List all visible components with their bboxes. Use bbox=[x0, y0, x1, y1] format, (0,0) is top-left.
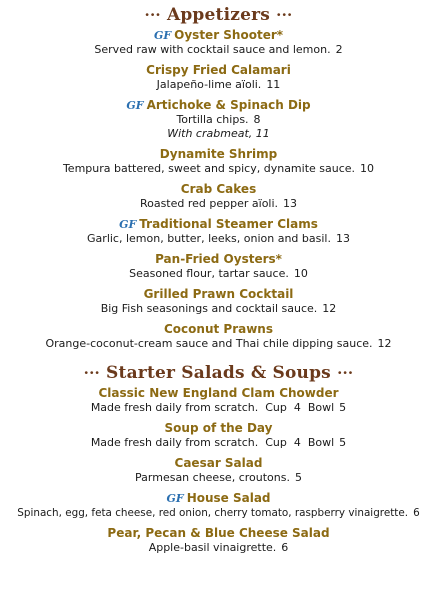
menu-item bbox=[0, 182, 437, 211]
menu-item bbox=[0, 386, 437, 415]
item-extra-option: With crabmeat, 11 bbox=[167, 127, 270, 140]
item-description: Spinach, egg, feta cheese, red onion, cherry tomato, raspberry vinaigrette. bbox=[17, 507, 409, 519]
item-price: 6 bbox=[281, 541, 289, 554]
menu-item bbox=[0, 491, 437, 520]
gluten-free-icon: GF bbox=[153, 29, 172, 42]
item-name: Pear, Pecan & Blue Cheese Salad bbox=[107, 526, 330, 540]
item-name: House Salad bbox=[186, 491, 271, 505]
item-description: Served raw with cocktail sauce and lemon. bbox=[94, 43, 331, 56]
item-name: Classic New England Clam Chowder bbox=[98, 386, 339, 400]
menu-item bbox=[0, 98, 437, 141]
menu-page bbox=[0, 4, 437, 604]
menu-item bbox=[0, 287, 437, 316]
item-price: 5 bbox=[294, 471, 302, 484]
menu-item bbox=[0, 322, 437, 351]
menu-item bbox=[0, 456, 437, 485]
menu-item bbox=[0, 421, 437, 450]
menu-item bbox=[0, 526, 437, 555]
item-name: Crab Cakes bbox=[180, 182, 257, 196]
item-price: 10 bbox=[293, 267, 308, 280]
section-appetizers bbox=[0, 4, 437, 351]
item-price: 5 bbox=[339, 436, 347, 449]
item-price: 13 bbox=[335, 232, 350, 245]
item-name: Traditional Steamer Clams bbox=[139, 217, 318, 231]
item-price: 2 bbox=[335, 43, 343, 56]
item-description: Parmesan cheese, croutons. bbox=[135, 471, 290, 484]
section-starter-salads-soups bbox=[0, 362, 437, 555]
item-description: Tempura battered, sweet and spicy, dynamite sauce. bbox=[62, 162, 356, 175]
item-description: Jalapeño-lime aïoli. bbox=[156, 78, 262, 91]
item-price: 13 bbox=[283, 197, 298, 210]
section-title: ··· Appetizers ··· bbox=[144, 5, 293, 25]
item-price: 5 bbox=[339, 401, 347, 414]
item-description: Seasoned flour, tartar sauce. bbox=[129, 267, 289, 280]
item-name: Pan-Fried Oysters* bbox=[155, 252, 282, 266]
item-name: Coconut Prawns bbox=[164, 322, 273, 336]
gluten-free-icon: GF bbox=[166, 492, 184, 505]
item-description: Garlic, lemon, butter, leeks, onion and basil. bbox=[87, 232, 331, 245]
gluten-free-icon: GF bbox=[119, 218, 137, 231]
item-price: 6 bbox=[413, 507, 420, 519]
item-name: Grilled Prawn Cocktail bbox=[143, 287, 294, 301]
menu-item bbox=[0, 252, 437, 281]
section-title: ··· Starter Salads & Soups ··· bbox=[83, 363, 354, 383]
menu-item bbox=[0, 217, 437, 246]
item-description: Big Fish seasonings and cocktail sauce. bbox=[100, 302, 318, 315]
item-price: 12 bbox=[377, 337, 392, 350]
item-price: 8 bbox=[253, 113, 261, 126]
item-name: Soup of the Day bbox=[164, 421, 273, 435]
item-description: Apple-basil vinaigrette. bbox=[148, 541, 277, 554]
item-description: Roasted red pepper aïoli. bbox=[139, 197, 279, 210]
item-name: Crispy Fried Calamari bbox=[146, 63, 291, 77]
item-description: Made fresh daily from scratch. Cup 4 Bowl bbox=[90, 401, 335, 414]
item-price: 10 bbox=[360, 162, 375, 175]
item-description: Tortilla chips. bbox=[176, 113, 249, 126]
item-name: Caesar Salad bbox=[174, 456, 263, 470]
item-name: Artichoke & Spinach Dip bbox=[146, 98, 311, 112]
item-description: Made fresh daily from scratch. Cup 4 Bowl bbox=[90, 436, 335, 449]
menu-item bbox=[0, 63, 437, 92]
item-price: 12 bbox=[322, 302, 337, 315]
item-name: Dynamite Shrimp bbox=[159, 147, 278, 161]
menu-item bbox=[0, 28, 437, 57]
item-price: 11 bbox=[266, 78, 281, 91]
gluten-free-icon: GF bbox=[126, 99, 144, 112]
item-name: Oyster Shooter* bbox=[174, 28, 284, 42]
item-description: Orange-coconut-cream sauce and Thai chile dipping sauce. bbox=[45, 337, 373, 350]
menu-item bbox=[0, 147, 437, 176]
